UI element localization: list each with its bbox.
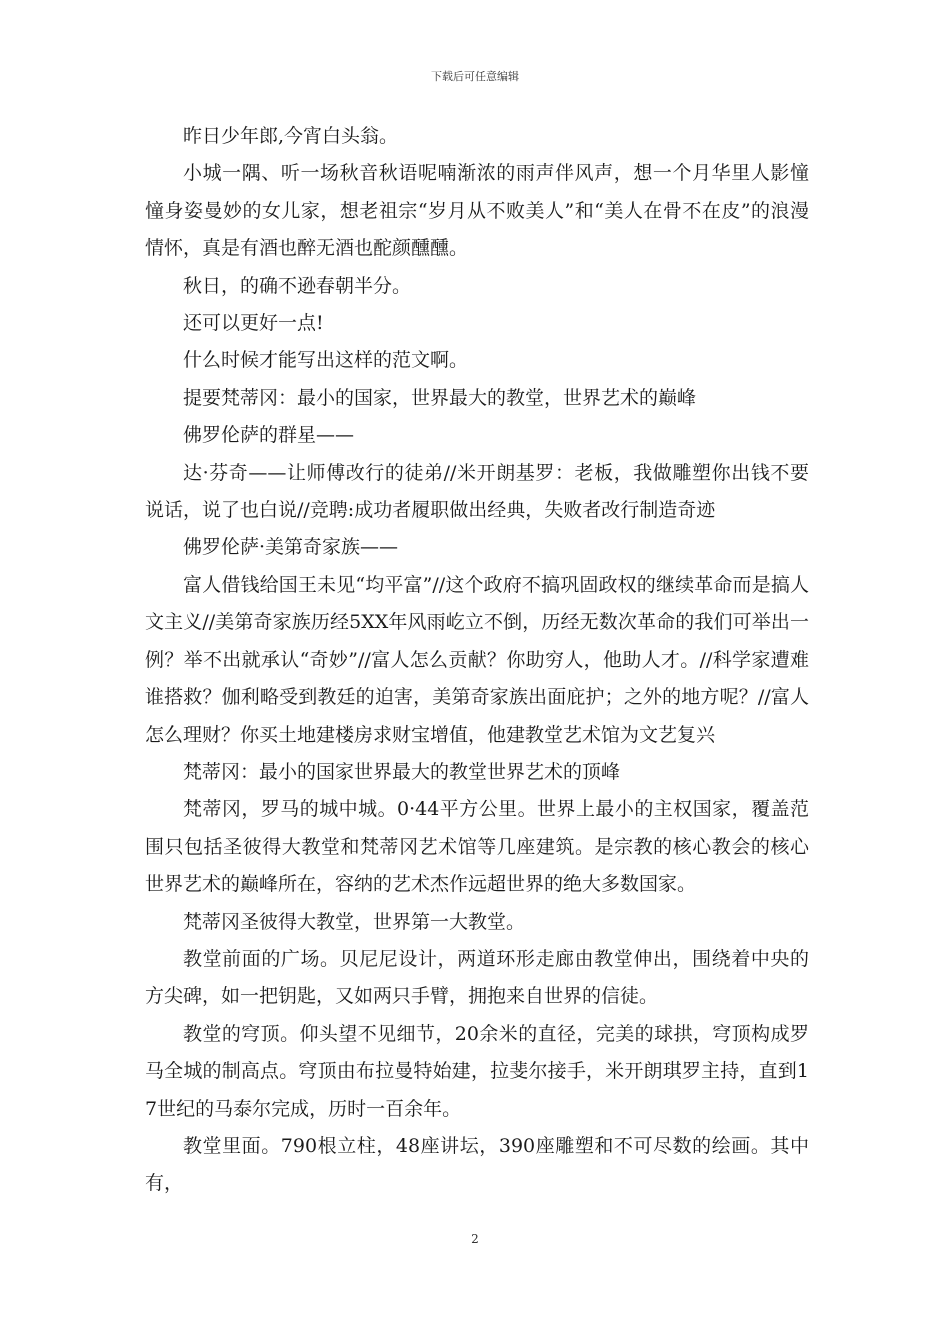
paragraph: 昨日少年郎,今宵白头翁。 [183, 125, 399, 147]
paragraph: 教堂前面的广场。贝尼尼设计，两道环形走廊由教堂伸出，围绕着中央的方尖碑，如一把钥匙，又如两只手臂，拥抱来自世界的信徒。 [145, 947, 809, 1008]
paragraph: 佛罗伦萨·美第奇家族—— [183, 536, 399, 559]
paragraph: 秋日，的确不逊春朝半分。 [183, 274, 412, 297]
paragraph: 梵蒂冈：最小的国家世界最大的教堂世界艺术的顶峰 [183, 760, 621, 783]
paragraph: 教堂的穹顶。仰头望不见细节，20余米的直径，完美的球拱，穹顶构成罗马全城的制高点。穹顶由布拉曼特始建，拉斐尔接手，米开朗琪罗主持，直到17世纪的马泰尔完成，历时一百余年。 [145, 1022, 809, 1120]
paragraph: 小城一隅、听一场秋音秋语呢喃渐浓的雨声伴风声，想一个月华里人影憧憧身姿曼妙的女儿家，想老祖宗“岁月从不败美人”和“美人在骨不在皮”的浪漫情怀，真是有酒也醉无酒也酡颜醺醺。 [145, 162, 809, 260]
page-header: 下载后可任意编辑 [431, 70, 519, 83]
paragraph: 提要梵蒂冈：最小的国家，世界最大的教堂，世界艺术的巅峰 [183, 386, 697, 409]
document-body [145, 118, 809, 1203]
paragraph: 达·芬奇——让师傅改行的徒弟//米开朗基罗：老板，我做雕塑你出钱不要说话，说了也白说//竞聘:成功者履职做出经典，失败者改行制造奇迹 [145, 461, 809, 522]
paragraph: 佛罗伦萨的群星—— [183, 424, 355, 447]
paragraph: 梵蒂冈，罗马的城中城。0·44平方公里。世界上最小的主权国家，覆盖范围只包括圣彼得大教堂和梵蒂冈艺术馆等几座建筑。是宗教的核心教会的核心世界艺术的巅峰所在，容纳的艺术杰作远超世界的绝大多数国家。 [145, 798, 809, 896]
paragraph: 梵蒂冈圣彼得大教堂，世界第一大教堂。 [183, 910, 526, 933]
paragraph: 富人借钱给国王未见“均平富”//这个政府不搞巩固政权的继续革命而是搞人文主义//美第奇家族历经5XX年风雨屹立不倒，历经无数次革命的我们可举出一例？举不出就承认“奇妙”//富人怎么贡献？你助穷人，他助人才。//科学家遭难谁搭救？伽利略受到教廷的迫害，美第奇家族出面庇护；之外的地方呢？//富人怎么理财？你买土地建楼房求财宝增值，他建教堂艺术馆为文艺复兴 [145, 573, 809, 746]
paragraph: 教堂里面。790根立柱，48座讲坛，390座雕塑和不可尽数的绘画。其中有， [145, 1134, 809, 1195]
paragraph: 什么时候才能写出这样的范文啊。 [183, 349, 469, 372]
paragraph: 还可以更好一点! [183, 312, 324, 335]
page-number: 2 [471, 1232, 479, 1246]
